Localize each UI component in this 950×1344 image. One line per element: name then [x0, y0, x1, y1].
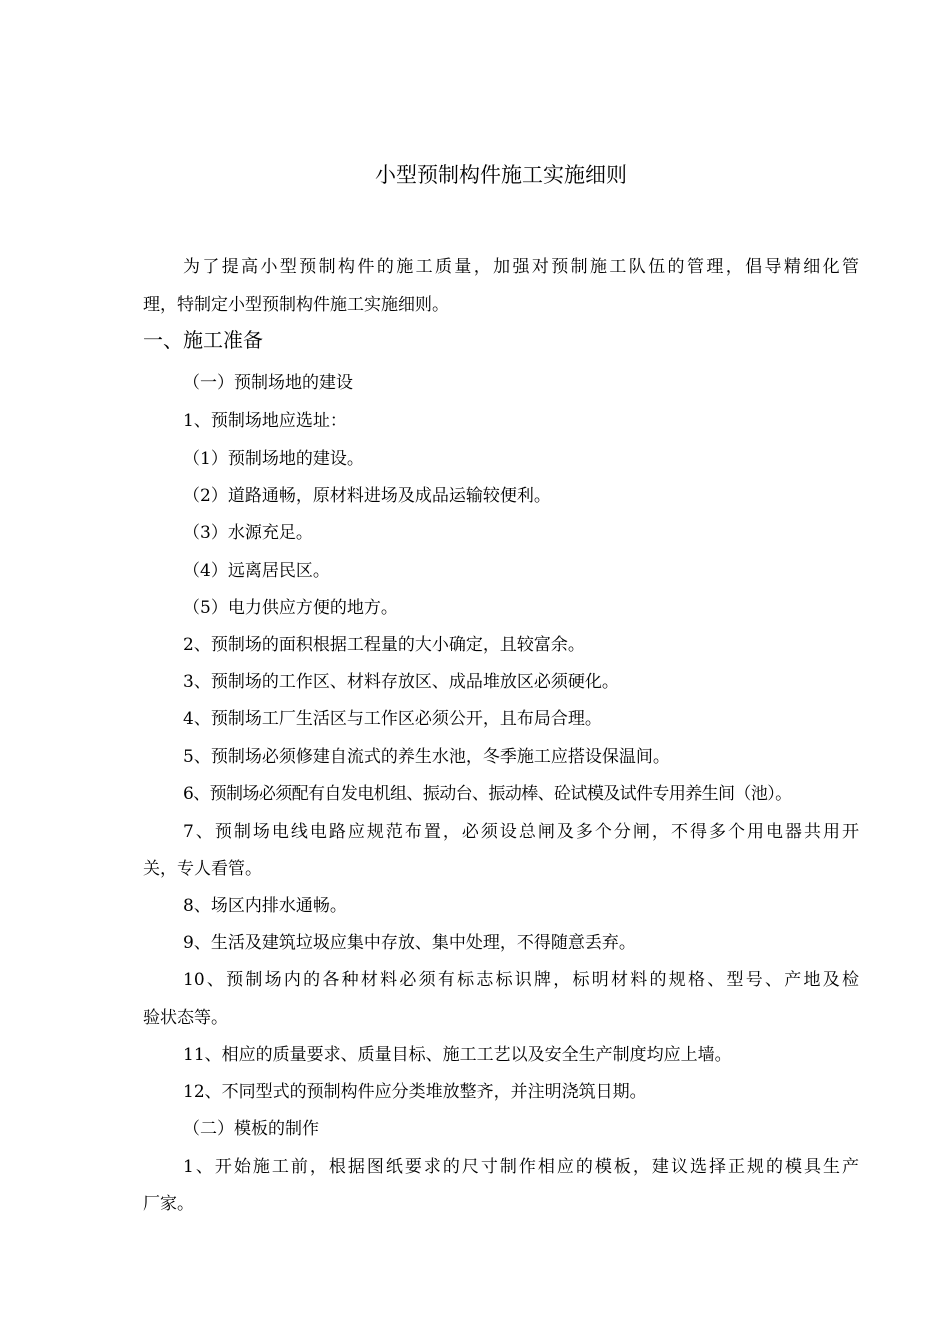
- list-item: 7、预制场电线电路应规范布置，必须设总闸及多个分闸，不得多个用电器共用开: [183, 822, 859, 842]
- subsection-heading-formwork: （二）模板的制作: [183, 1119, 319, 1139]
- intro-paragraph-line: 为了提高小型预制构件的施工质量，加强对预制施工队伍的管理，倡导精细化管: [183, 257, 859, 277]
- list-item-continuation: 验状态等。: [143, 1008, 228, 1028]
- list-item: （5）电力供应方便的地方。: [183, 598, 398, 618]
- subsection-heading-site: （一）预制场地的建设: [183, 373, 353, 393]
- document-title: 小型预制构件施工实施细则: [375, 163, 627, 187]
- list-item: 12、不同型式的预制构件应分类堆放整齐，并注明浇筑日期。: [183, 1082, 647, 1102]
- section-heading-preparation: 一、施工准备: [143, 328, 263, 352]
- intro-paragraph-line: 理，特制定小型预制构件施工实施细则。: [143, 295, 449, 315]
- list-item: 2、预制场的面积根据工程量的大小确定，且较富余。: [183, 635, 585, 655]
- list-item-continuation: 厂家。: [143, 1194, 194, 1214]
- list-item: 3、预制场的工作区、材料存放区、成品堆放区必须硬化。: [183, 672, 619, 692]
- list-item: 11、相应的质量要求、质量目标、施工工艺以及安全生产制度均应上墙。: [183, 1045, 732, 1065]
- list-item: 5、预制场必须修建自流式的养生水池，冬季施工应搭设保温间。: [183, 747, 670, 767]
- list-item-continuation: 关，专人看管。: [143, 859, 262, 879]
- list-item: 10、预制场内的各种材料必须有标志标识牌，标明材料的规格、型号、产地及检: [183, 970, 859, 990]
- list-item: 1、开始施工前，根据图纸要求的尺寸制作相应的模板，建议选择正规的模具生产: [183, 1157, 859, 1177]
- list-item: （1）预制场地的建设。: [183, 449, 364, 469]
- list-item: （3）水源充足。: [183, 523, 313, 543]
- list-item: 8、场区内排水通畅。: [183, 896, 347, 916]
- list-item: 9、生活及建筑垃圾应集中存放、集中处理，不得随意丢弃。: [183, 933, 636, 953]
- list-item: 6、预制场必须配有自发电机组、振动台、振动棒、砼试模及试件专用养生间（池）。: [183, 784, 792, 804]
- list-item: （2）道路通畅，原材料进场及成品运输较便利。: [183, 486, 551, 506]
- list-item: （4）远离居民区。: [183, 561, 330, 581]
- list-item: 1、预制场地应选址：: [183, 411, 347, 431]
- list-item: 4、预制场工厂生活区与工作区必须公开，且布局合理。: [183, 709, 602, 729]
